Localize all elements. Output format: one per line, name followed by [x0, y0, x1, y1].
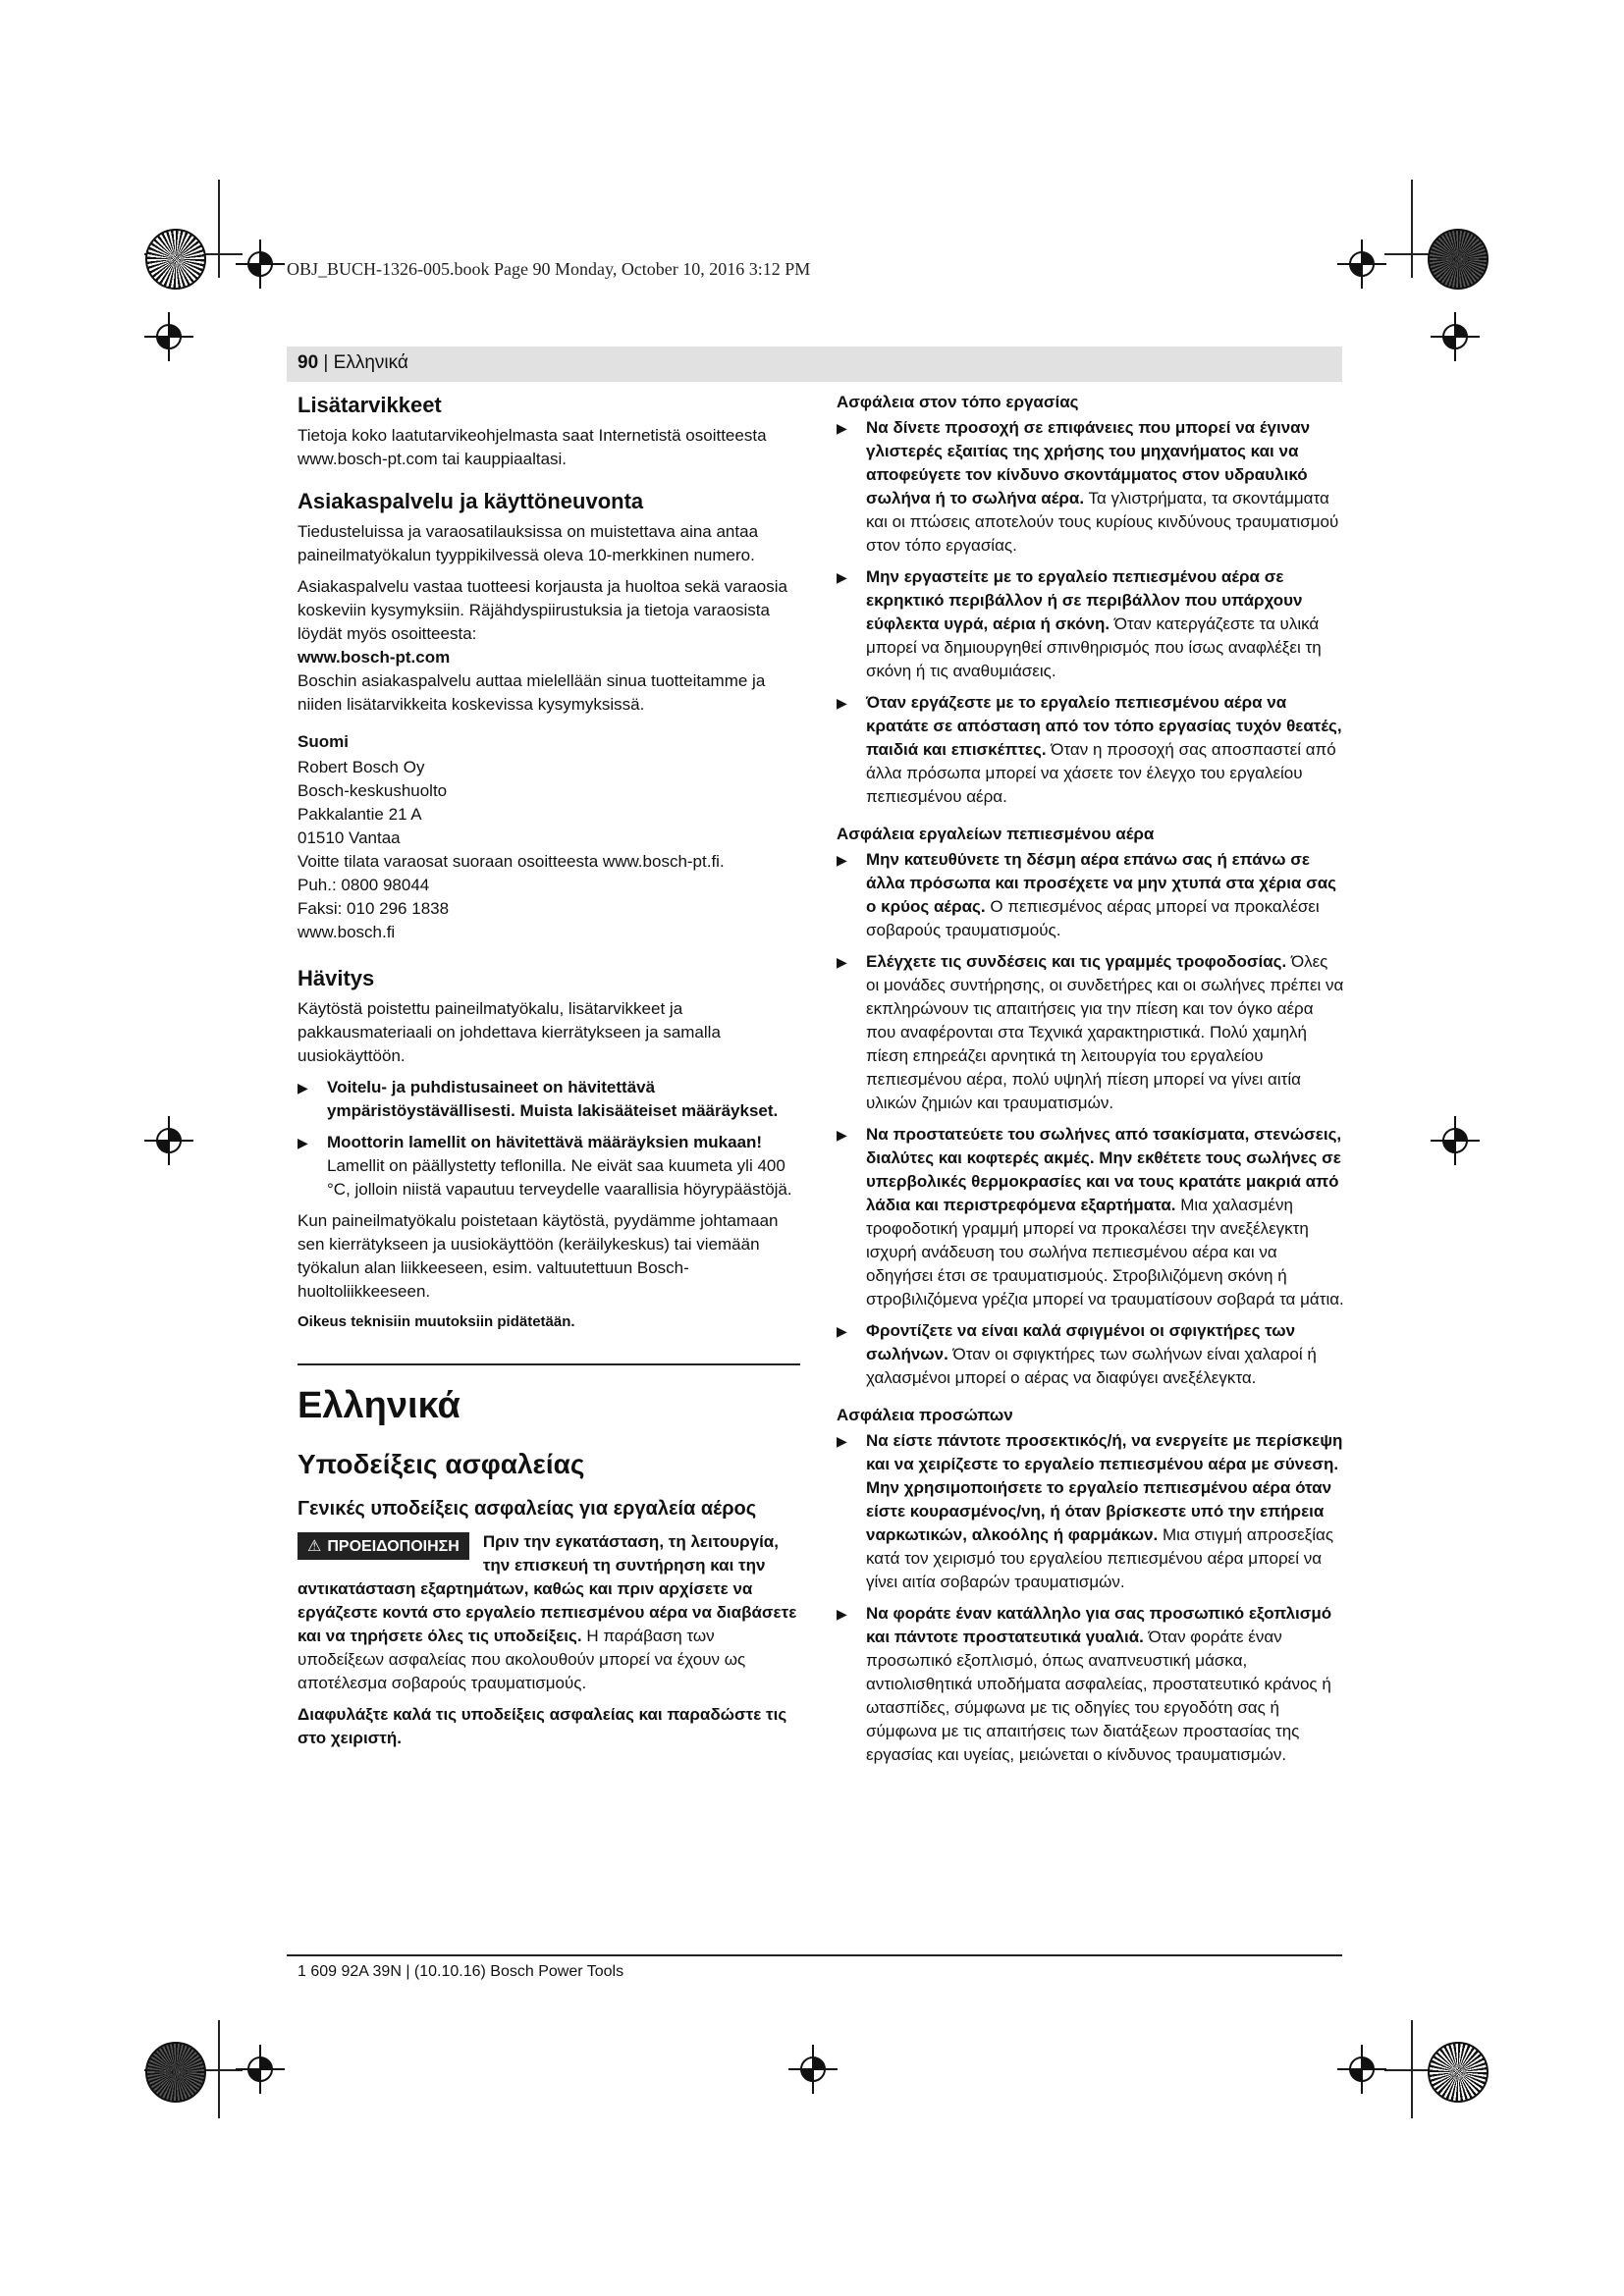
address-line: Faksi: 010 296 1838 — [298, 899, 450, 918]
general-safety-title: Γενικές υποδείξεις ασφαλείας για εργαλεία αέρος — [298, 1498, 757, 1520]
list-item: ▶ Moottorin lamellit on hävitettävä määräyksien mukaan! Lamellit on päällystetty teflonilla. Ne eivät saa kuumeta yli 400 °C, jolloin niistä vapautuu terveydelle vaarallisia höyrypäästöjä. — [298, 1133, 792, 1199]
crosshair-icon — [236, 2045, 285, 2094]
paragraph: Tiedusteluissa ja varaosatilauksissa on muistettava aina antaa paineilmatyökalun tyyppikilvessä oleva 10-merkkinen numero. — [298, 522, 759, 564]
crop-line — [218, 180, 220, 278]
address-line: Puh.: 0800 98044 — [298, 876, 430, 894]
paragraph: Tietoja koko laatutarvikeohjelmasta saat Internetistä osoitteesta www.bosch-pt.com tai kauppiaaltasi. — [298, 426, 767, 468]
service-url: www.bosch-pt.com — [298, 648, 451, 667]
page-number: 90 — [298, 352, 319, 373]
crosshair-icon — [144, 1116, 193, 1165]
list-item: ▶ Να είστε πάντοτε προσεκτικός/ή, να ενεργείτε με περίσκεψη και να χειρίζεστε το εργαλείο πεπιεσμένου αέρα με σύνεση. Μην χρησιμοποιήσετε το εργαλείο πεπιεσμένου αέρα όταν είστε κουρασμένος/νη, ή όταν βρίσκεστε υπό την επήρεια ναρκωτικών, αλκοόλης ή φαρμάκων. Μια στιγμή απροσεξίας κατά τον χειρισμό του εργαλείου πεπιεσμένου αέρα μπορεί να γίνει αιτία σοβαρών τραυματισμών. — [837, 1431, 1343, 1591]
triangle-right-icon: ▶ — [837, 569, 847, 585]
warning-block — [298, 1530, 800, 1703]
page-header: 90 | Ελληνικά — [298, 352, 408, 373]
address-line: 01510 Vantaa — [298, 828, 401, 847]
crosshair-icon — [1337, 240, 1386, 289]
triangle-right-icon: ▶ — [837, 1606, 847, 1622]
footer-rule — [287, 1954, 1342, 1956]
keep-instructions: Διαφυλάξτε καλά τις υποδείξεις ασφαλείας και παραδώστε τις στο χειριστή. — [298, 1705, 787, 1747]
list-item: ▶ Να δίνετε προσοχή σε επιφάνειες που μπορεί να έγιναν γλιστερές εξαιτίας της χρήσης του μηχανήματος και να αποφεύγετε τον κίνδυνο σκοντάμματος στον υδραυλικό σωλήνα ή το σωλήνα αέρα. Τα γλιστρήματα, τα σκοντάμματα και οι πτώσεις αποτελούν τους κυρίους κινδύνους τραυματισμού στον τόπο εργασίας. — [837, 418, 1339, 555]
triangle-right-icon: ▶ — [837, 1433, 847, 1449]
triangle-right-icon: ▶ — [837, 1127, 847, 1143]
address-line: Voitte tilata varaosat suoraan osoitteesta www.bosch-pt.fi. — [298, 852, 725, 871]
right-column — [837, 393, 1345, 1775]
address-line: Bosch-keskushuolto — [298, 781, 448, 800]
crop-line — [1411, 180, 1413, 278]
paragraph: Kun paineilmatyökalu poistetaan käytöstä, pyydämme johtamaan sen kierrätykseen ja uusiokäyttöön (keräilykeskus) tai viemään työkalun alan liikkeeseen, esim. valtuutettuun Bosch-huoltoliikkeeseen. — [298, 1211, 779, 1301]
registration-dark-icon — [1428, 229, 1489, 290]
triangle-right-icon: ▶ — [837, 420, 847, 436]
crosshair-icon — [236, 240, 285, 289]
triangle-right-icon: ▶ — [837, 695, 847, 711]
warning-badge: ⚠ ΠΡΟΕΙΔΟΠΟΙΗΣΗ — [298, 1532, 469, 1560]
crosshair-icon — [1337, 2045, 1386, 2094]
triangle-right-icon: ▶ — [837, 954, 847, 970]
paragraph: Boschin asiakaspalvelu auttaa mielellään sinua tuotteitamme ja niiden lisätarvikkeita koskevissa kysymyksissä. — [298, 671, 766, 714]
list-item: ▶ Voitelu- ja puhdistusaineet on hävitettävä ympäristöystävällisesti. Muista lakisääteiset määräykset. — [298, 1078, 779, 1120]
address-line: Pakkalantie 21 A — [298, 805, 422, 824]
crosshair-icon — [1431, 312, 1480, 361]
list-item: ▶ Μην εργαστείτε με το εργαλείο πεπιεσμένου αέρα σε εκρηκτικό περιβάλλον ή σε περιβάλλον που υπάρχουν εύφλεκτα υγρά, αέρια ή σκόνη. Όταν κατεργάζεστε τα υλικά μπορεί να δημιουργηθεί σπινθηρισμός που ίσως αναφλέξει τη σκόνη ή τις αναθυμιάσεις. — [837, 567, 1322, 680]
workplace-list — [837, 416, 1345, 809]
triangle-right-icon: ▶ — [298, 1080, 308, 1095]
list-item: ▶ Να φοράτε έναν κατάλληλο για σας προσωπικό εξοπλισμό και πάντοτε προστατευτικά γυαλιά. Όταν φοράτε έναν προσωπικό εξοπλισμό, όπως αναπνευστική μάσκα, αντιολισθητικά υποδήματα ασφαλείας, προστατευτικό κράνος ή ωτασπίδες, σύμφωνα με τις οδηγίες του εργοδότη σας ή σύμφωνα με τις απαιτήσεις των διατάξεων προστασίας της εργασίας και υγείας, μειώνεται ο κίνδυνος τραυματισμών. — [837, 1604, 1332, 1764]
safety-title: Υποδείξεις ασφαλείας — [298, 1449, 585, 1479]
warning-text: Πριν την εγκατάσταση, τη λειτουργία, την επισκευή τη συντήρηση και την αντικατάσταση εξαρτημάτων, καθώς και πριν αρχίσετε να εργάζεστε κοντά στο εργαλείο πεπιεσμένου αέρα να διαβάσετε και να τηρήσετε όλες τις υποδείξεις. Η παράβαση των υποδείξεων ασφαλείας που ακολουθούν μπορεί να έχουν ως αποτέλεσμα σοβαρούς τραυματισμούς. — [298, 1532, 797, 1692]
rights-note: Oikeus teknisiin muutoksiin pidätetään. — [298, 1313, 575, 1330]
section-title: Ασφάλεια εργαλείων πεπιεσμένου αέρα — [837, 825, 1155, 843]
country-title: Suomi — [298, 732, 349, 751]
paragraph: Asiakaspalvelu vastaa tuotteesi korjausta ja huoltoa sekä varaosia koskeviin kysymyksiin. Räjähdyspiirustuksia ja tietoja varaosista löydät myös osoitteesta: — [298, 577, 787, 643]
registration-wheel-icon — [1428, 2042, 1489, 2103]
page-footer: 1 609 92A 39N | (10.10.16) Bosch Power Tools — [298, 1963, 624, 1980]
personal-list — [837, 1429, 1345, 1767]
book-header: OBJ_BUCH-1326-005.book Page 90 Monday, October 10, 2016 3:12 PM — [287, 259, 811, 279]
crosshair-icon — [144, 312, 193, 361]
page-language: Ελληνικά — [333, 352, 408, 373]
paragraph: Käytöstä poistettu paineilmatyökalu, lisätarvikkeet ja pakkausmateriaali on johdettava kierrätykseen ja samalla uusiokäyttöön. — [298, 999, 721, 1065]
address-block — [298, 756, 800, 944]
section-title: Asiakaspalvelu ja käyttöneuvonta — [298, 489, 644, 513]
section-title: Hävitys — [298, 966, 375, 990]
list-item: ▶ Να προστατεύετε του σωλήνες από τσακίσματα, στενώσεις, διαλύτες και κοφτερές ακμές. Μην εκθέτετε τους σωλήνες σε υπερβολικές θερμοκρασίες και να τους κρατάτε μακριά από λάδια και περιστρεφόμενα εξαρτήματα. Μια χαλασμένη τροφοδοτική γραμμή μπορεί να προκαλέσει την ανεξέλεγκτη ισχυρή ανάδευση του σωλήνα πεπιεσμένου αέρα και να οδηγήσει έτσι σε τραυματισμούς. Στροβιλιζόμενη σκόνη ή στροβιλιζόμενα γρέζια μπορεί να τραυματίσουν σοβαρά τα μάτια. — [837, 1125, 1344, 1308]
list-item: ▶ Φροντίζετε να είναι καλά σφιγμένοι οι σφιγκτήρες των σωλήνων. Όταν οι σφιγκτήρες των σωλήνων είναι χαλαροί ή χαλασμένοι μπορεί ο αέρας να διαφύγει ανεξέλεγκτα. — [837, 1321, 1317, 1387]
section-title: Ασφάλεια προσώπων — [837, 1406, 1013, 1424]
list-item: ▶ Ελέγχετε τις συνδέσεις και τις γραμμές τροφοδοσίας. Όλες οι μονάδες συντήρησης, οι συνδετήρες και οι σωλήνες πρέπει να εκπληρώνουν τις απαιτήσεις για την πίεση και τον όγκο αέρα που αναφέρονται στα Τεχνικά χαρακτηριστικά. Πολύ χαμηλή πίεση επηρεάζει αρνητικά τη λειτουργία του εργαλείου πεπιεσμένου αέρα, πολύ υψηλή πίεση μπορεί να γίνει αιτία υλικών ζημιών και τραυματισμών. — [837, 952, 1344, 1112]
address-line: Robert Bosch Oy — [298, 758, 425, 776]
section-title: Ασφάλεια στον τόπο εργασίας — [837, 393, 1079, 411]
page-header-band — [287, 347, 1342, 382]
address-line: www.bosch.fi — [298, 923, 396, 941]
registration-dark-icon — [145, 2042, 206, 2103]
triangle-right-icon: ▶ — [298, 1135, 308, 1150]
triangle-right-icon: ▶ — [837, 852, 847, 868]
tools-list — [837, 848, 1345, 1390]
crosshair-icon — [1431, 1116, 1480, 1165]
disposal-list — [298, 1076, 800, 1201]
left-column — [298, 393, 800, 1758]
registration-wheel-icon — [145, 229, 206, 290]
section-title: Lisätarvikkeet — [298, 393, 442, 417]
triangle-right-icon: ▶ — [837, 1323, 847, 1339]
list-item: ▶ Όταν εργάζεστε με το εργαλείο πεπιεσμένου αέρα να κρατάτε σε απόσταση από τον τόπο εργασίας τυχόν θεατές, παιδιά και επισκέπτες. Όταν η προσοχή σας αποσπαστεί από άλλα πρόσωπα μπορεί να χάσετε τον έλεγχο του εργαλείου πεπιεσμένου αέρα. — [837, 693, 1342, 806]
crosshair-icon — [788, 2045, 838, 2094]
language-title: Ελληνικά — [298, 1385, 460, 1426]
divider — [298, 1363, 800, 1365]
list-item: ▶ Μην κατευθύνετε τη δέσμη αέρα επάνω σας ή επάνω σε άλλα πρόσωπα και προσέχετε να μην χτυπά στα χέρια σας ο κρύος αέρας. Ο πεπιεσμένος αέρας μπορεί να προκαλέσει σοβαρούς τραυματισμούς. — [837, 850, 1337, 939]
warning-triangle-icon: ⚠ — [307, 1538, 322, 1555]
